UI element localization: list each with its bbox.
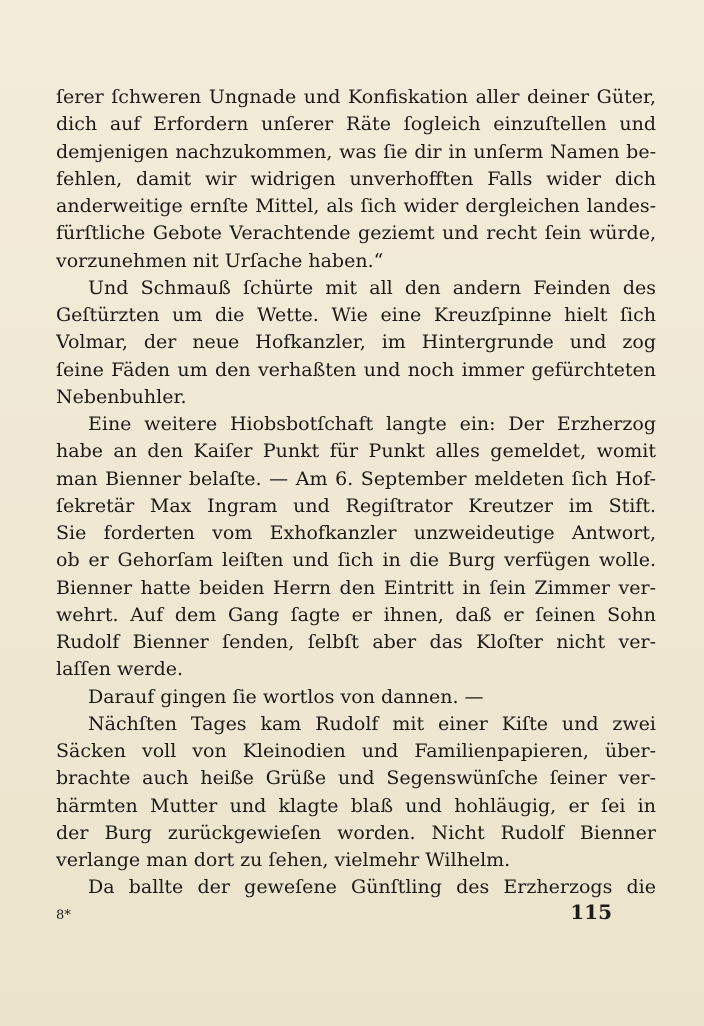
text-line: Volmar, der neue Hofkanzler, im Hintergrunde und zog — [56, 331, 656, 354]
text-line: brachte auch heiße Grüße und Segenswünſche ſeiner ver- — [56, 767, 656, 790]
signature-mark: 8* — [56, 908, 71, 923]
text-line: Rudolf Bienner ſenden, ſelbſt aber das Kloſter nicht ver- — [56, 631, 656, 653]
text-line: ſekretär Max Ingram und Regiſtrator Kreutzer im Stift. — [56, 494, 656, 517]
text-line: Sie forderten vom Exhofkanzler unzweideutige Antwort, — [56, 522, 656, 544]
text-line: Darauf gingen ſie wortlos von dannen. — — [88, 685, 484, 708]
text-line: Nächſten Tages kam Rudolf mit einer Kiſte und zwei — [88, 712, 656, 735]
text-line: ſerer ſchweren Ungnade und Konfiskation aller deiner Güter, — [56, 86, 656, 108]
text-line: fürſtliche Gebote Verachtende geziemt und recht ſein würde, — [56, 222, 656, 245]
text-line: Da ballte der geweſene Günſtling des Erzherzogs die — [88, 876, 656, 899]
text-line: verlange man dort zu ſehen, vielmehr Wilhelm. — [56, 849, 511, 871]
text-line: man Bienner belaſte. — Am 6. September meldeten ſich Hof- — [56, 467, 656, 490]
text-line: fehlen, damit wir widrigen unverhofften Falls wider dich — [56, 167, 656, 190]
page-number: 115 — [570, 900, 612, 924]
text-line: dich auf Erfordern unſerer Räte ſogleich einzuſtellen und — [56, 113, 656, 136]
text-line: härmten Mutter und klagte blaß und hohläugig, er ſei in — [56, 794, 656, 817]
page-footer — [56, 900, 612, 930]
text-line: vorzunehmen nit Urſache haben.“ — [56, 249, 384, 272]
text-line: Bienner hatte beiden Herrn den Eintritt in ſein Zimmer ver- — [56, 576, 656, 599]
text-line: Geſtürzten um die Wette. Wie eine Kreuzſpinne hielt ſich — [56, 304, 656, 326]
text-line: Nebenbuhler. — [56, 385, 187, 408]
body-text — [56, 84, 656, 902]
text-line: wehrt. Auf dem Gang ſagte er ihnen, daß er ſeinen Sohn — [56, 603, 656, 626]
text-line: laſſen werde. — [56, 658, 184, 681]
text-line: anderweitige ernſte Mittel, als ſich wider dergleichen landes- — [56, 195, 656, 217]
text-line: habe an den Kaiſer Punkt für Punkt alles gemeldet, womit — [56, 440, 656, 463]
text-line: der Burg zurückgewieſen worden. Nicht Rudolf Bienner — [56, 821, 656, 844]
text-line: Eine weitere Hiobsbotſchaft langte ein: Der Erzherzog — [88, 413, 656, 435]
text-line: ob er Gehorſam leiſten und ſich in die Burg verfügen wolle. — [56, 549, 656, 572]
text-line: Und Schmauß ſchürte mit all den andern Feinden des — [88, 276, 656, 299]
text-line: Säcken voll von Kleinodien und Familienpapieren, über- — [56, 740, 656, 762]
text-line: demjenigen nachzukommen, was ſie dir in unſerm Namen be- — [56, 140, 656, 163]
text-line: ſeine Fäden um den verhaßten und noch immer gefürchteten — [56, 358, 656, 381]
